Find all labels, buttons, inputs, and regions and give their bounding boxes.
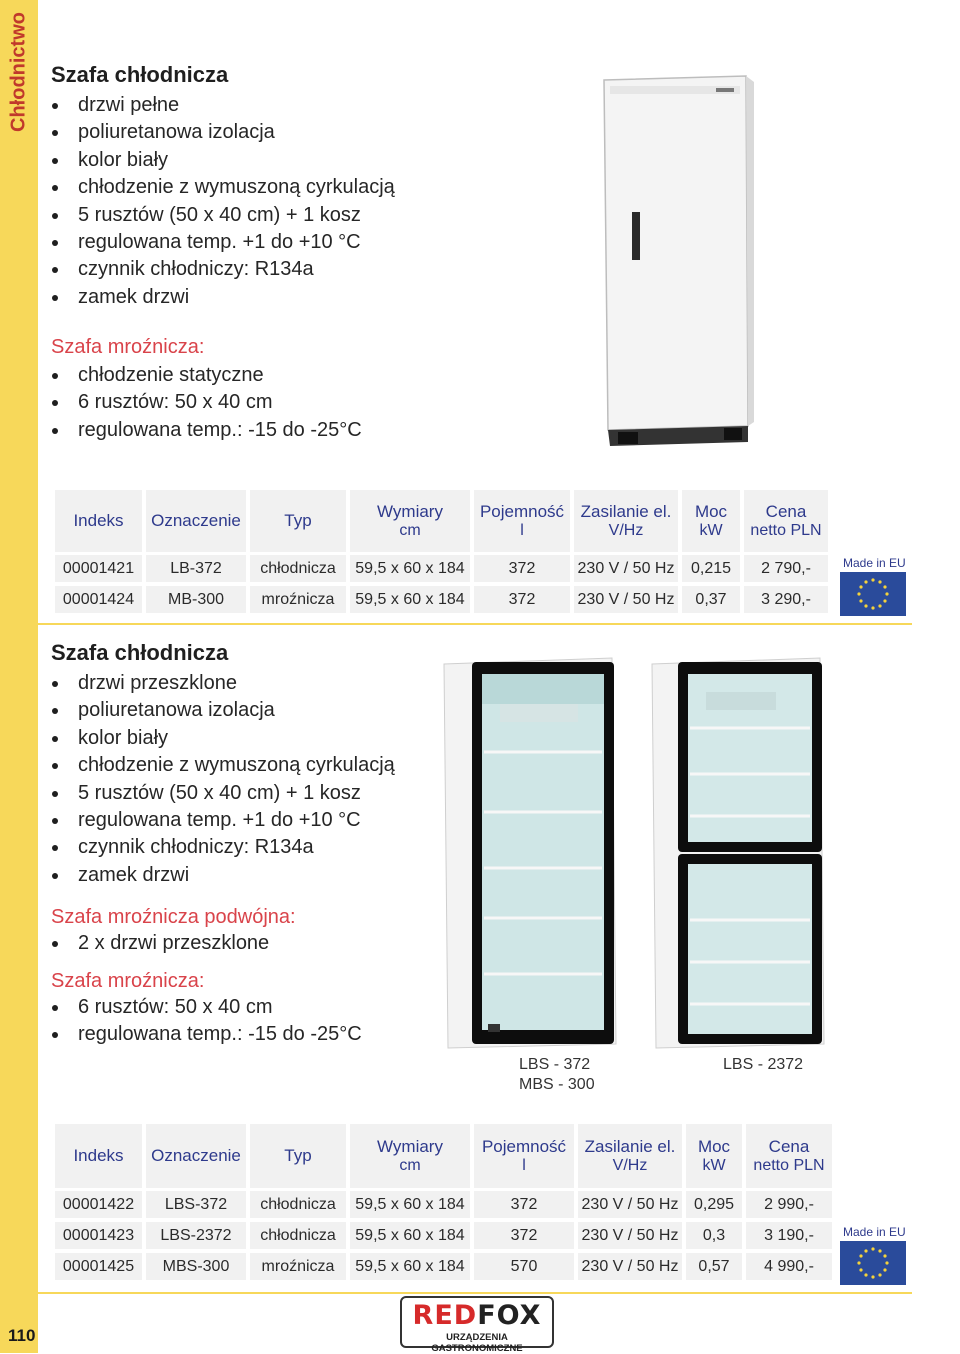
- product-caption: LBS - 372: [519, 1056, 591, 1073]
- header-label: Oznaczenie: [151, 1146, 241, 1165]
- feature-item: kolor biały: [51, 725, 395, 752]
- feature-item: 2 x drzwi przeszklone: [51, 930, 269, 957]
- feature-item: drzwi pełne: [51, 92, 395, 119]
- feature-item: chłodzenie statyczne: [51, 362, 362, 389]
- table-cell: 00001421: [55, 555, 142, 582]
- table-cell: 372: [474, 1191, 574, 1218]
- header-label: Wymiary: [377, 502, 443, 521]
- logo-tagline: URZĄDZENIA GASTRONOMICZNE: [431, 1332, 523, 1354]
- table-cell: 0,57: [686, 1253, 742, 1280]
- table-cell: 2 990,-: [746, 1191, 832, 1218]
- header-unit: l: [522, 1157, 526, 1174]
- header-oznaczenie: [146, 490, 246, 552]
- table-cell: 230 V / 50 Hz: [578, 1222, 682, 1249]
- header-indeks: [55, 490, 142, 552]
- table-cell: LBS-2372: [146, 1222, 246, 1249]
- section1-freezer-heading: Szafa mroźnicza:: [51, 336, 205, 358]
- header-label: Moc: [697, 1137, 731, 1156]
- table-cell: 0,3: [686, 1222, 742, 1249]
- header-label: Typ: [284, 511, 312, 530]
- section2-freezer-list: [51, 994, 362, 1049]
- table-cell: 570: [474, 1253, 574, 1280]
- feature-item: 5 rusztów (50 x 40 cm) + 1 kosz: [51, 202, 395, 229]
- feature-item: czynnik chłodniczy: R134a: [51, 256, 395, 283]
- header-label: Indeks: [73, 1146, 124, 1165]
- header-unit: cm: [399, 522, 421, 539]
- table-cell: 00001425: [55, 1253, 142, 1280]
- made-in-eu-label: Made in EU: [843, 1225, 906, 1239]
- table-cell: 230 V / 50 Hz: [578, 1253, 682, 1280]
- header-label: Wymiary: [377, 1137, 443, 1156]
- table-cell: 59,5 x 60 x 184: [350, 1191, 470, 1218]
- table-cell: chłodnicza: [250, 555, 346, 582]
- made-in-eu-label: Made in EU: [843, 556, 906, 570]
- feature-item: regulowana temp. +1 do +10 °C: [51, 807, 395, 834]
- table-cell: chłodnicza: [250, 1191, 346, 1218]
- section1-freezer-list: [51, 362, 362, 444]
- header-unit: kW: [699, 522, 723, 539]
- feature-item: 6 rusztów: 50 x 40 cm: [51, 389, 362, 416]
- header-label: Oznaczenie: [151, 511, 241, 530]
- table-cell: 59,5 x 60 x 184: [350, 586, 470, 613]
- section2-double-list: [51, 930, 269, 957]
- header-pojemnosc: [474, 1124, 574, 1188]
- feature-item: regulowana temp.: -15 do -25°C: [51, 1021, 362, 1048]
- table-cell: 0,215: [682, 555, 740, 582]
- header-moc: [682, 490, 740, 552]
- logo-word-red: RED: [412, 1300, 478, 1331]
- header-label: Cena: [768, 1137, 810, 1156]
- table-cell: 230 V / 50 Hz: [574, 586, 678, 613]
- section2-title: Szafa chłodnicza: [51, 640, 229, 665]
- header-unit: l: [520, 522, 524, 539]
- header-typ: [250, 1124, 346, 1188]
- feature-item: kolor biały: [51, 147, 395, 174]
- table-cell: 372: [474, 586, 570, 613]
- table-cell: 00001424: [55, 586, 142, 613]
- feature-item: chłodzenie z wymuszoną cyrkulacją: [51, 752, 395, 779]
- divider-line: [38, 623, 912, 625]
- feature-item: zamek drzwi: [51, 284, 395, 311]
- header-unit: V/Hz: [608, 522, 644, 539]
- table-cell: 3 190,-: [746, 1222, 832, 1249]
- header-oznaczenie: [146, 1124, 246, 1188]
- section2-freezer-heading: Szafa mroźnicza:: [51, 970, 205, 992]
- header-wymiary: [350, 490, 470, 552]
- header-unit: netto PLN: [753, 1157, 825, 1174]
- feature-item: czynnik chłodniczy: R134a: [51, 834, 395, 861]
- header-wymiary: [350, 1124, 470, 1188]
- feature-item: regulowana temp.: -15 do -25°C: [51, 417, 362, 444]
- table-cell: 0,37: [682, 586, 740, 613]
- logo-word-dark: FOX: [477, 1300, 542, 1331]
- product-caption: MBS - 300: [519, 1076, 595, 1093]
- eu-flag-icon: [840, 1241, 906, 1285]
- header-cena: [746, 1124, 832, 1188]
- table-cell: LB-372: [146, 555, 246, 582]
- table-cell: 00001423: [55, 1222, 142, 1249]
- section2-double-freezer-heading: Szafa mroźnicza podwójna:: [51, 906, 296, 928]
- table-cell: 372: [474, 555, 570, 582]
- header-label: Typ: [284, 1146, 312, 1165]
- header-unit: cm: [399, 1157, 421, 1174]
- table-cell: 59,5 x 60 x 184: [350, 1253, 470, 1280]
- header-unit: kW: [702, 1157, 726, 1174]
- table-cell: mroźnicza: [250, 586, 346, 613]
- header-label: Moc: [694, 502, 728, 521]
- header-label: Indeks: [73, 511, 124, 530]
- header-moc: [686, 1124, 742, 1188]
- table-cell: chłodnicza: [250, 1222, 346, 1249]
- feature-item: chłodzenie z wymuszoną cyrkulacją: [51, 174, 395, 201]
- feature-item: zamek drzwi: [51, 862, 395, 889]
- header-label: Cena: [765, 502, 807, 521]
- table-cell: 0,295: [686, 1191, 742, 1218]
- table-cell: MBS-300: [146, 1253, 246, 1280]
- table-cell: MB-300: [146, 586, 246, 613]
- feature-item: drzwi przeszklone: [51, 670, 395, 697]
- table-cell: 59,5 x 60 x 184: [350, 555, 470, 582]
- header-pojemnosc: [474, 490, 570, 552]
- table-cell: 230 V / 50 Hz: [578, 1191, 682, 1218]
- header-zasilanie: [574, 490, 678, 552]
- header-unit: V/Hz: [612, 1157, 648, 1174]
- header-cena: [744, 490, 828, 552]
- logo-wordmark: [402, 1300, 552, 1331]
- feature-item: poliuretanowa izolacja: [51, 119, 395, 146]
- double-glass-door-cabinet-image: [648, 656, 828, 1052]
- header-indeks: [55, 1124, 142, 1188]
- table-cell: mroźnicza: [250, 1253, 346, 1280]
- feature-item: 6 rusztów: 50 x 40 cm: [51, 994, 362, 1021]
- section2-feature-list: [51, 670, 395, 889]
- category-label: Chłodnictwo: [7, 12, 30, 132]
- header-unit: netto PLN: [750, 522, 822, 539]
- header-zasilanie: [578, 1124, 682, 1188]
- table-cell: 230 V / 50 Hz: [574, 555, 678, 582]
- page-number: 110: [8, 1326, 36, 1345]
- header-label: Pojemność: [479, 502, 565, 521]
- header-label: Zasilanie el.: [584, 1137, 676, 1156]
- table-cell: 4 990,-: [746, 1253, 832, 1280]
- feature-item: poliuretanowa izolacja: [51, 697, 395, 724]
- category-sidebar: [0, 0, 38, 1353]
- table-cell: 3 290,-: [744, 586, 828, 613]
- feature-item: regulowana temp. +1 do +10 °C: [51, 229, 395, 256]
- header-label: Zasilanie el.: [580, 502, 672, 521]
- product-caption: LBS - 2372: [723, 1056, 804, 1073]
- feature-item: 5 rusztów (50 x 40 cm) + 1 kosz: [51, 780, 395, 807]
- table-cell: 59,5 x 60 x 184: [350, 1222, 470, 1249]
- section1-feature-list: [51, 92, 395, 311]
- solid-door-cabinet-image: [596, 74, 756, 454]
- glass-door-cabinet-image: [440, 656, 620, 1052]
- header-label: Pojemność: [481, 1137, 567, 1156]
- header-typ: [250, 490, 346, 552]
- eu-flag-icon: [840, 572, 906, 616]
- table-cell: LBS-372: [146, 1191, 246, 1218]
- table-cell: 372: [474, 1222, 574, 1249]
- redfox-logo: [400, 1296, 554, 1354]
- divider-line: [38, 1292, 912, 1294]
- table-cell: 2 790,-: [744, 555, 828, 582]
- section1-title: Szafa chłodnicza: [51, 62, 229, 87]
- table-cell: 00001422: [55, 1191, 142, 1218]
